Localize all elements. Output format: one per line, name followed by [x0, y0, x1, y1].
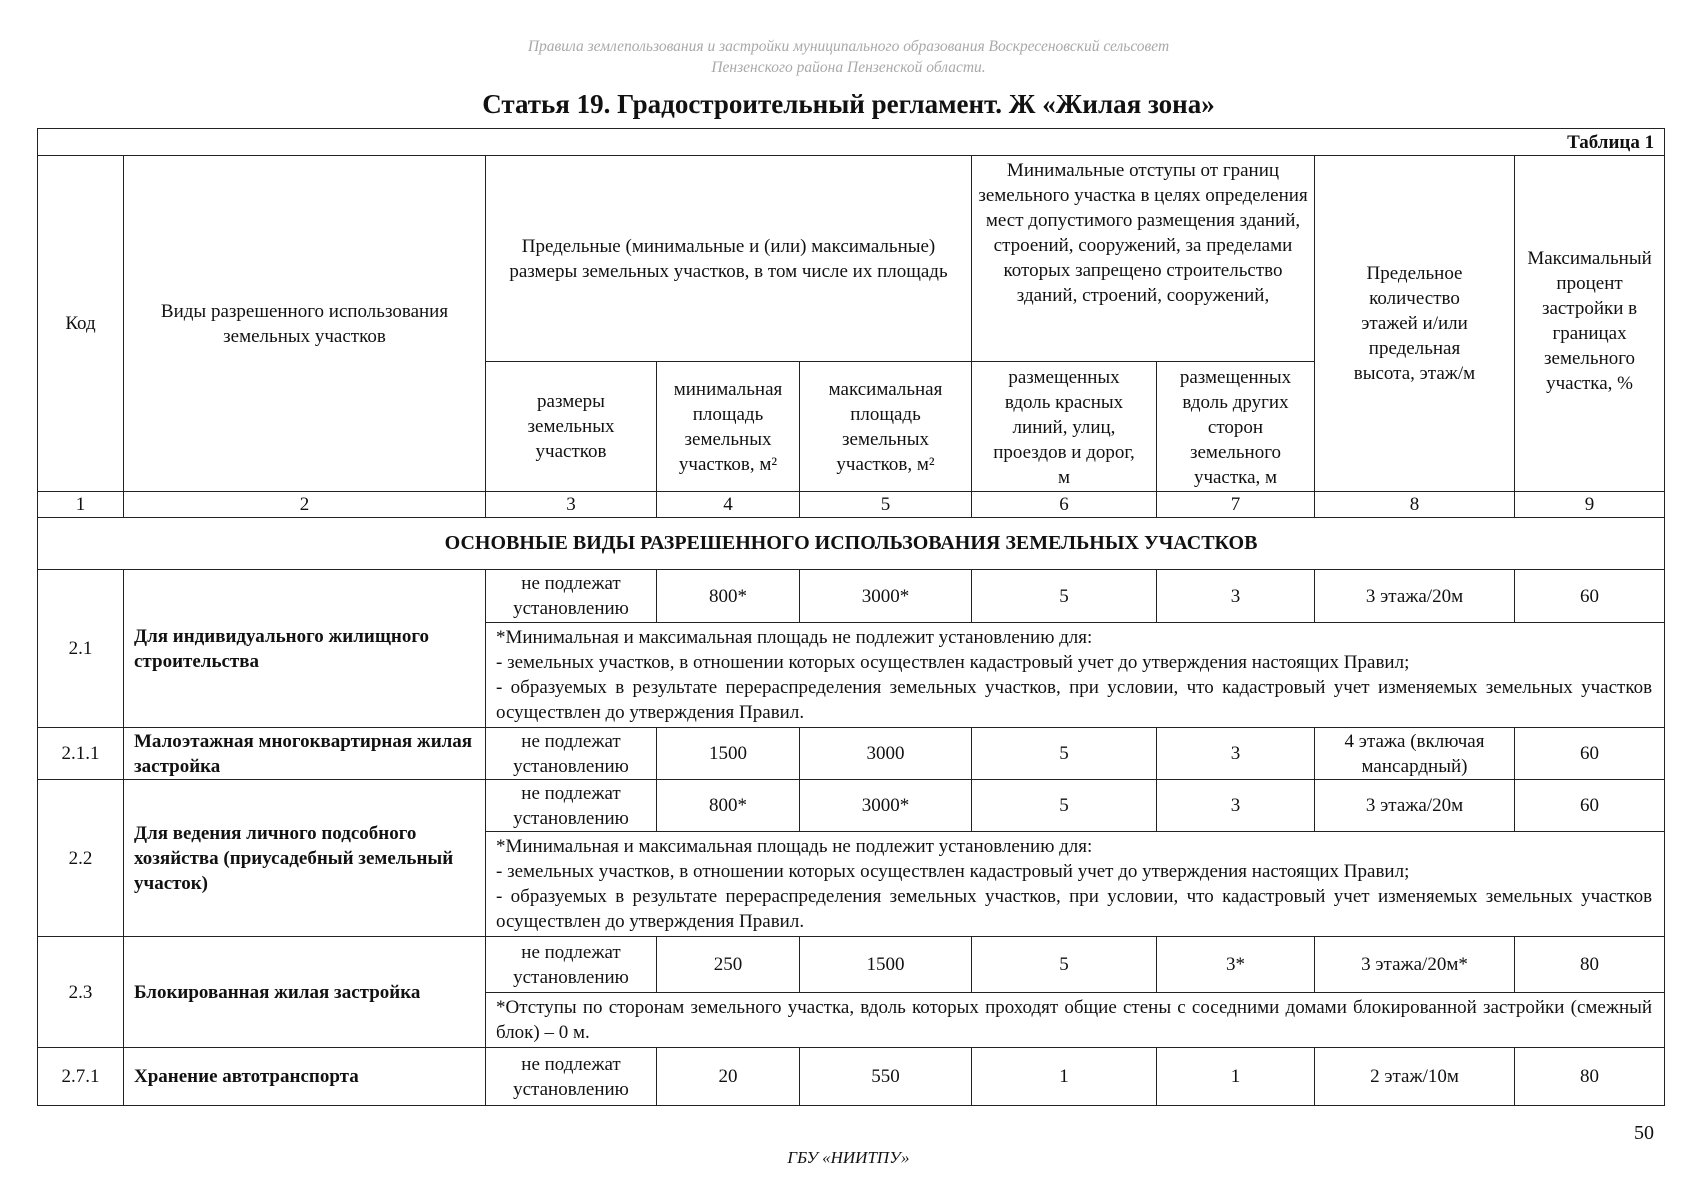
section-title: ОСНОВНЫЕ ВИДЫ РАЗРЕШЕННОГО ИСПОЛЬЗОВАНИЯ ЗЕМЕЛЬНЫХ УЧАСТКОВ: [38, 518, 1665, 570]
note-line: - земельных участков, в отношении которых осуществлен кадастровый учет до утверждения настоящих Правил;: [496, 652, 1410, 673]
row-min-area: 20: [657, 1048, 800, 1106]
running-header: [0, 36, 1697, 78]
row-setback-other: 1: [1157, 1048, 1315, 1106]
row-setback-red: 5: [972, 780, 1157, 832]
page-number: 50: [1634, 1122, 1654, 1144]
row-kind: Малоэтажная многоквартирная жилая застройка: [124, 728, 486, 780]
header-kind: Виды разрешенного использования земельных участков: [124, 156, 486, 492]
header-floors: Предельное количество этажей и/или предельная высота, этаж/м: [1315, 156, 1515, 492]
col-number: 4: [657, 492, 800, 518]
row-code: 2.1.1: [38, 728, 124, 780]
row-min-area: 800*: [657, 780, 800, 832]
header-max-area: максимальная площадь земельных участков, м²: [800, 362, 972, 492]
col-number: 7: [1157, 492, 1315, 518]
column-number-row: [38, 492, 1665, 518]
row-min-area: 250: [657, 937, 800, 993]
col-number: 3: [486, 492, 657, 518]
row-max-area: 3000*: [800, 780, 972, 832]
row-code: 2.7.1: [38, 1048, 124, 1106]
row-min-area: 1500: [657, 728, 800, 780]
header-setback-red: размещенных вдоль красных линий, улиц, проездов и дорог, м: [972, 362, 1157, 492]
page-title: Статья 19. Градостроительный регламент. Ж «Жилая зона»: [482, 89, 1215, 119]
row-setback-red: 5: [972, 570, 1157, 623]
note-line: *Минимальная и максимальная площадь не подлежит установлению для:: [496, 627, 1093, 648]
header-row-1: [38, 156, 1665, 362]
row-setback-other: 3*: [1157, 937, 1315, 993]
header-sizes: размеры земельных участков: [486, 362, 657, 492]
header-min-area: минимальная площадь земельных участков, м²: [657, 362, 800, 492]
note-line: - образуемых в результате перераспределения земельных участков, при условии, что кадастровый учет изменяемых земельных участков осуществлен до утверждения Правил.: [496, 886, 1653, 932]
row-sizes: не подлежат установлению: [486, 728, 657, 780]
row-note: [486, 623, 1665, 728]
table-row: [38, 1048, 1665, 1106]
row-percent: 60: [1515, 570, 1665, 623]
row-sizes: не подлежат установлению: [486, 1048, 657, 1106]
header-sizes-group: Предельные (минимальные и (или) максимальные) размеры земельных участков, в том числе их площадь: [486, 156, 972, 362]
row-sizes: не подлежат установлению: [486, 937, 657, 993]
table-row: [38, 780, 1665, 832]
note-line: - образуемых в результате перераспределения земельных участков, при условии, что кадастровый учет изменяемых земельных участков осуществлен до утверждения Правил.: [496, 677, 1653, 723]
header-max-percent: Максимальный процент застройки в границах земельного участка, %: [1515, 156, 1665, 492]
col-number: 1: [38, 492, 124, 518]
regulation-table: [37, 128, 1665, 1106]
table-row: [38, 937, 1665, 993]
running-header-line1: Правила землепользования и застройки муниципального образования Воскресеновский сельсовет: [527, 38, 1170, 55]
row-floors: 3 этажа/20м*: [1315, 937, 1515, 993]
col-number: 5: [800, 492, 972, 518]
row-kind: Блокированная жилая застройка: [124, 937, 486, 1048]
row-max-area: 3000: [800, 728, 972, 780]
row-setback-red: 1: [972, 1048, 1157, 1106]
row-setback-other: 3: [1157, 570, 1315, 623]
row-percent: 80: [1515, 1048, 1665, 1106]
row-note: [486, 993, 1665, 1048]
row-max-area: 1500: [800, 937, 972, 993]
row-kind: Хранение автотранспорта: [124, 1048, 486, 1106]
row-floors: 3 этажа/20м: [1315, 780, 1515, 832]
row-kind: Для индивидуального жилищного строительства: [124, 570, 486, 728]
row-kind: Для ведения личного подсобного хозяйства (приусадебный земельный участок): [124, 780, 486, 937]
table-label: Таблица 1: [38, 129, 1665, 156]
table-row: [38, 570, 1665, 623]
row-setback-red: 5: [972, 728, 1157, 780]
row-percent: 80: [1515, 937, 1665, 993]
header-setback-other: размещенных вдоль других сторон земельного участка, м: [1157, 362, 1315, 492]
table-label-row: [38, 129, 1665, 156]
col-number: 2: [124, 492, 486, 518]
note-line: - земельных участков, в отношении которых осуществлен кадастровый учет до утверждения настоящих Правил;: [496, 861, 1410, 882]
row-max-area: 550: [800, 1048, 972, 1106]
note-line: *Отступы по сторонам земельного участка, вдоль которых проходят общие стены с соседними домами блокированной застройки (смежный блок) – 0 м.: [496, 997, 1653, 1043]
note-line: *Минимальная и максимальная площадь не подлежит установлению для:: [496, 836, 1093, 857]
row-max-area: 3000*: [800, 570, 972, 623]
header-code: Код: [38, 156, 124, 492]
row-setback-other: 3: [1157, 780, 1315, 832]
row-min-area: 800*: [657, 570, 800, 623]
row-code: 2.1: [38, 570, 124, 728]
row-sizes: не подлежат установлению: [486, 570, 657, 623]
row-setback-red: 5: [972, 937, 1157, 993]
row-code: 2.2: [38, 780, 124, 937]
section-row: [38, 518, 1665, 570]
row-setback-other: 3: [1157, 728, 1315, 780]
row-floors: 3 этажа/20м: [1315, 570, 1515, 623]
row-floors: 2 этаж/10м: [1315, 1048, 1515, 1106]
row-code: 2.3: [38, 937, 124, 1048]
page-footer: ГБУ «НИИТПУ»: [787, 1148, 910, 1167]
table-row: [38, 728, 1665, 780]
row-percent: 60: [1515, 780, 1665, 832]
row-floors: 4 этажа (включая мансардный): [1315, 728, 1515, 780]
col-number: 8: [1315, 492, 1515, 518]
col-number: 6: [972, 492, 1157, 518]
col-number: 9: [1515, 492, 1665, 518]
running-header-line2: Пензенского района Пензенской области.: [711, 59, 986, 76]
row-sizes: не подлежат установлению: [486, 780, 657, 832]
header-setbacks-group: Минимальные отступы от границ земельного участка в целях определения мест допустимого размещения зданий, строений, сооружений, за пределами которых запрещено строительство зданий, строений, сооружений,: [972, 156, 1315, 362]
row-note: [486, 832, 1665, 937]
row-percent: 60: [1515, 728, 1665, 780]
